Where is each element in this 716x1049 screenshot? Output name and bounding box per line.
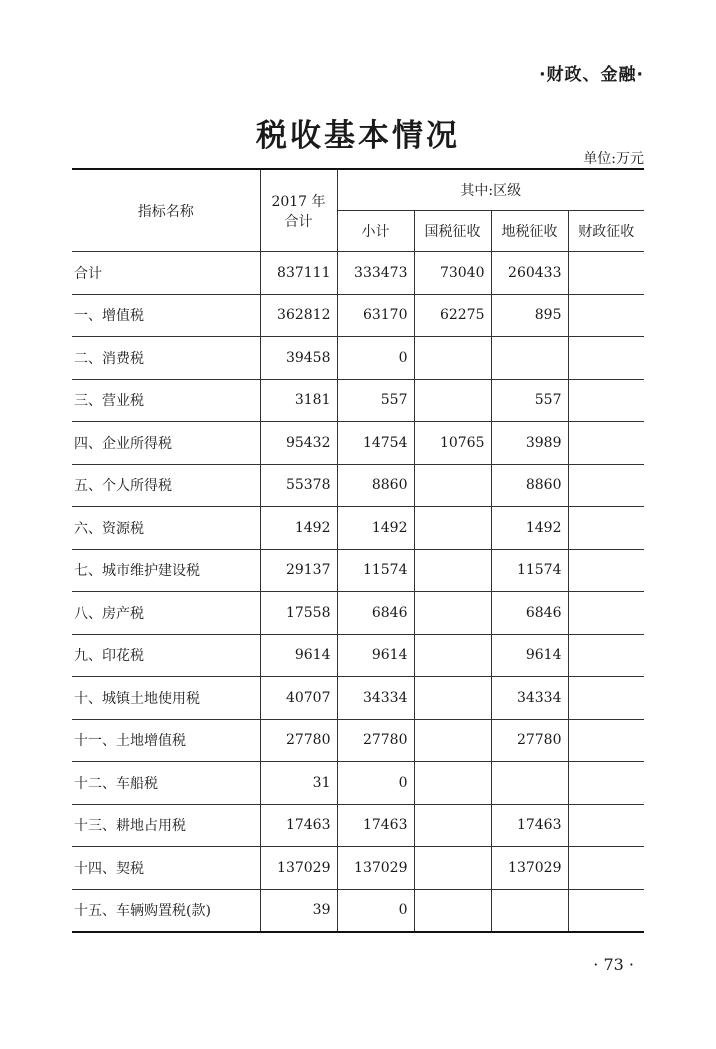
row-local-tax: 8860 [491,464,568,507]
col-header-finance: 财政征收 [568,211,644,252]
row-finance [568,337,644,380]
row-total: 362812 [260,294,337,337]
row-subtotal: 333473 [337,252,414,295]
row-national-tax [414,719,491,762]
page-number: · 73 · [593,955,634,974]
row-national-tax [414,507,491,550]
row-total: 137029 [260,847,337,890]
row-local-tax: 6846 [491,592,568,635]
row-finance [568,422,644,465]
table-row [72,847,644,890]
row-finance [568,464,644,507]
row-subtotal: 557 [337,379,414,422]
table-row [72,337,644,380]
table-body [72,252,644,933]
row-subtotal: 8860 [337,464,414,507]
table-row [72,677,644,720]
row-subtotal: 6846 [337,592,414,635]
col-header-national-tax: 国税征收 [414,211,491,252]
row-total: 39458 [260,337,337,380]
row-name: 二、消费税 [72,337,260,380]
row-local-tax: 3989 [491,422,568,465]
row-name: 五、个人所得税 [72,464,260,507]
row-name: 十五、车辆购置税(款) [72,889,260,932]
row-name: 三、营业税 [72,379,260,422]
row-national-tax [414,592,491,635]
row-name: 一、增值税 [72,294,260,337]
row-finance [568,252,644,295]
row-national-tax [414,889,491,932]
row-finance [568,719,644,762]
row-local-tax: 17463 [491,804,568,847]
row-local-tax: 11574 [491,549,568,592]
row-total: 55378 [260,464,337,507]
row-local-tax [491,889,568,932]
row-local-tax: 1492 [491,507,568,550]
row-local-tax: 557 [491,379,568,422]
row-total: 40707 [260,677,337,720]
row-national-tax [414,634,491,677]
row-finance [568,762,644,805]
row-name: 合计 [72,252,260,295]
row-finance [568,507,644,550]
row-subtotal: 11574 [337,549,414,592]
table-row [72,252,644,295]
row-name: 十一、土地增值税 [72,719,260,762]
row-finance [568,889,644,932]
table-row [72,762,644,805]
section-header: ·财政、金融· [539,65,644,85]
table-row [72,294,644,337]
row-subtotal: 14754 [337,422,414,465]
tax-table [72,168,644,933]
table-row [72,804,644,847]
table-row [72,889,644,932]
row-national-tax: 10765 [414,422,491,465]
row-subtotal: 0 [337,889,414,932]
col-header-total [260,169,337,252]
row-local-tax: 260433 [491,252,568,295]
row-subtotal: 0 [337,762,414,805]
row-total: 9614 [260,634,337,677]
table-row [72,422,644,465]
row-total: 31 [260,762,337,805]
row-local-tax: 895 [491,294,568,337]
row-finance [568,294,644,337]
row-national-tax [414,847,491,890]
row-local-tax: 27780 [491,719,568,762]
col-header-subtotal: 小计 [337,211,414,252]
row-subtotal: 34334 [337,677,414,720]
table-row [72,592,644,635]
row-subtotal: 27780 [337,719,414,762]
row-name: 十二、车船税 [72,762,260,805]
row-total: 17463 [260,804,337,847]
table-header-row [72,169,644,211]
row-national-tax: 62275 [414,294,491,337]
row-name: 四、企业所得税 [72,422,260,465]
row-total: 39 [260,889,337,932]
unit-label: 单位:万元 [583,151,644,167]
row-subtotal: 17463 [337,804,414,847]
row-local-tax [491,337,568,380]
row-subtotal: 1492 [337,507,414,550]
row-total: 95432 [260,422,337,465]
table-row [72,549,644,592]
row-name: 十四、契税 [72,847,260,890]
table-row [72,464,644,507]
row-national-tax: 73040 [414,252,491,295]
row-total: 3181 [260,379,337,422]
row-national-tax [414,549,491,592]
page-title: 税收基本情况 [256,118,460,154]
row-subtotal: 9614 [337,634,414,677]
row-local-tax: 137029 [491,847,568,890]
col-header-local-tax: 地税征收 [491,211,568,252]
row-finance [568,592,644,635]
table-row [72,719,644,762]
row-total: 837111 [260,252,337,295]
row-finance [568,379,644,422]
row-name: 十、城镇土地使用税 [72,677,260,720]
row-finance [568,634,644,677]
row-finance [568,847,644,890]
col-header-name: 指标名称 [72,169,260,252]
row-finance [568,549,644,592]
col-header-district-group: 其中:区级 [337,169,644,211]
row-finance [568,677,644,720]
row-national-tax [414,762,491,805]
row-name: 九、印花税 [72,634,260,677]
row-total: 29137 [260,549,337,592]
row-national-tax [414,464,491,507]
row-national-tax [414,337,491,380]
row-national-tax [414,677,491,720]
col-header-total-label: 合计 [284,213,313,230]
row-local-tax: 34334 [491,677,568,720]
row-total: 27780 [260,719,337,762]
row-name: 十三、耕地占用税 [72,804,260,847]
table-row [72,634,644,677]
row-name: 七、城市维护建设税 [72,549,260,592]
row-local-tax: 9614 [491,634,568,677]
row-subtotal: 63170 [337,294,414,337]
col-header-total-year: 2017 年 [271,193,326,210]
row-national-tax [414,804,491,847]
row-total: 17558 [260,592,337,635]
row-subtotal: 137029 [337,847,414,890]
row-name: 八、房产税 [72,592,260,635]
row-name: 六、资源税 [72,507,260,550]
row-total: 1492 [260,507,337,550]
row-subtotal: 0 [337,337,414,380]
row-local-tax [491,762,568,805]
row-finance [568,804,644,847]
table-row [72,507,644,550]
row-national-tax [414,379,491,422]
table-row [72,379,644,422]
